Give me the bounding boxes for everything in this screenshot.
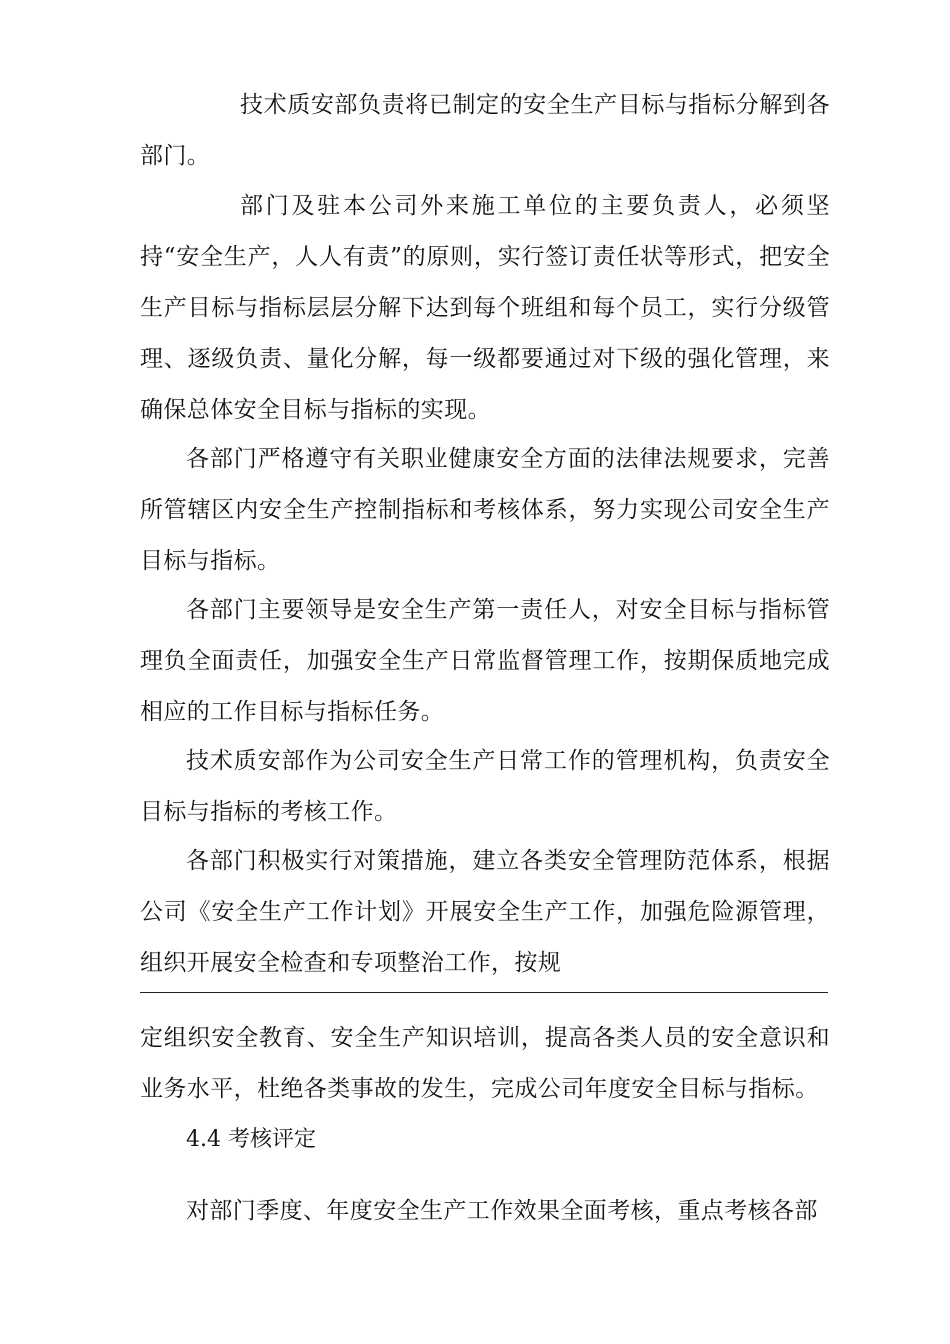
paragraph: 定组织安全教育、安全生产知识培训，提高各类人员的安全意识和业务水平，杜绝各类事故的发生，完成公司年度安全目标与指标。 — [140, 1025, 830, 1102]
page-divider — [140, 992, 828, 993]
paragraph: 技术质安部负责将已制定的安全生产目标与指标分解到各部门。 — [140, 92, 830, 169]
paragraph: 部门及驻本公司外来施工单位的主要负责人，必须坚持“安全生产，人人有责”的原则，实行签订责任状等形式，把安全生产目标与指标层层分解下达到每个班组和每个员工，实行分级管理、逐级负责、量化分解，每一级都要通过对下级的强化管理，来确保总体安全目标与指标的实现。 — [140, 193, 830, 423]
paragraph: 各部门严格遵守有关职业健康安全方面的法律法规要求，完善所管辖区内安全生产控制指标和考核体系，努力实现公司安全生产目标与指标。 — [140, 446, 830, 574]
section-heading: 4.4 考核评定 — [186, 1127, 316, 1152]
paragraph: 对部门季度、年度安全生产工作效果全面考核，重点考核各部 — [186, 1198, 818, 1224]
paragraph: 技术质安部作为公司安全生产日常工作的管理机构，负责安全目标与指标的考核工作。 — [140, 748, 830, 825]
paragraph: 各部门积极实行对策措施，建立各类安全管理防范体系，根据公司《安全生产工作计划》开展安全生产工作，加强危险源管理，组织开展安全检查和专项整治工作，按规 — [140, 848, 830, 976]
paragraph: 各部门主要领导是安全生产第一责任人，对安全目标与指标管理负全面责任，加强安全生产日常监督管理工作，按期保质地完成相应的工作目标与指标任务。 — [140, 597, 830, 725]
